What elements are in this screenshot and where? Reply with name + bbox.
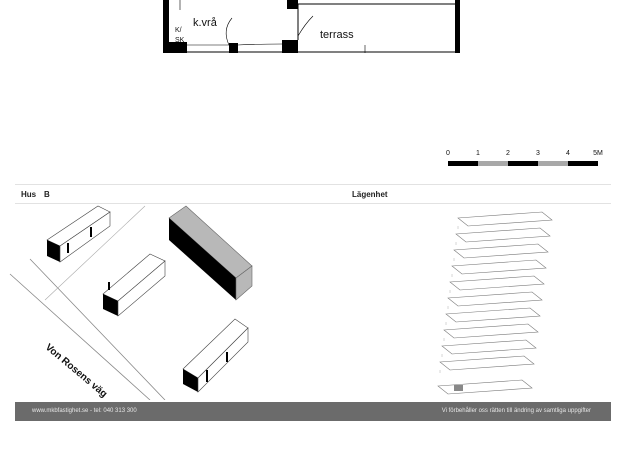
- room-label-kvra: k.vrå: [193, 17, 217, 29]
- footer-disclaimer: Vi förbehåller oss rätten till ändring av samtliga uppgifter: [441, 408, 591, 414]
- label-sk: SK: [175, 37, 185, 44]
- room-label-terrass: terrass: [320, 29, 354, 41]
- street-name: Von Rosens väg: [42, 342, 110, 400]
- label-k: K/: [175, 27, 182, 34]
- footer-bar: [15, 402, 611, 421]
- scale-tick-3: 3: [536, 150, 540, 157]
- scale-tick-2: 2: [506, 150, 510, 157]
- apartment-stack: [430, 208, 560, 400]
- footer-contact: www.mkbfastighet.se - tel: 040 313 300: [32, 408, 137, 414]
- floor-plan: [0, 0, 625, 60]
- hus-value: B: [44, 190, 50, 199]
- site-plan-drawing: [0, 204, 300, 400]
- site-plan: [0, 204, 300, 400]
- scale-tick-0: 0: [446, 150, 450, 157]
- scale-tick-5: 5M: [593, 150, 603, 157]
- scale-bar: [446, 150, 603, 170]
- lagenhet-label: Lägenhet: [352, 190, 388, 199]
- scale-bar-segments: [448, 161, 600, 166]
- hus-label: Hus: [21, 190, 37, 199]
- section-header: [15, 184, 611, 204]
- floor-plan-walls: [0, 0, 625, 60]
- scale-tick-1: 1: [476, 150, 480, 157]
- scale-tick-4: 4: [566, 150, 570, 157]
- apartment-floors-diagram: [430, 208, 560, 400]
